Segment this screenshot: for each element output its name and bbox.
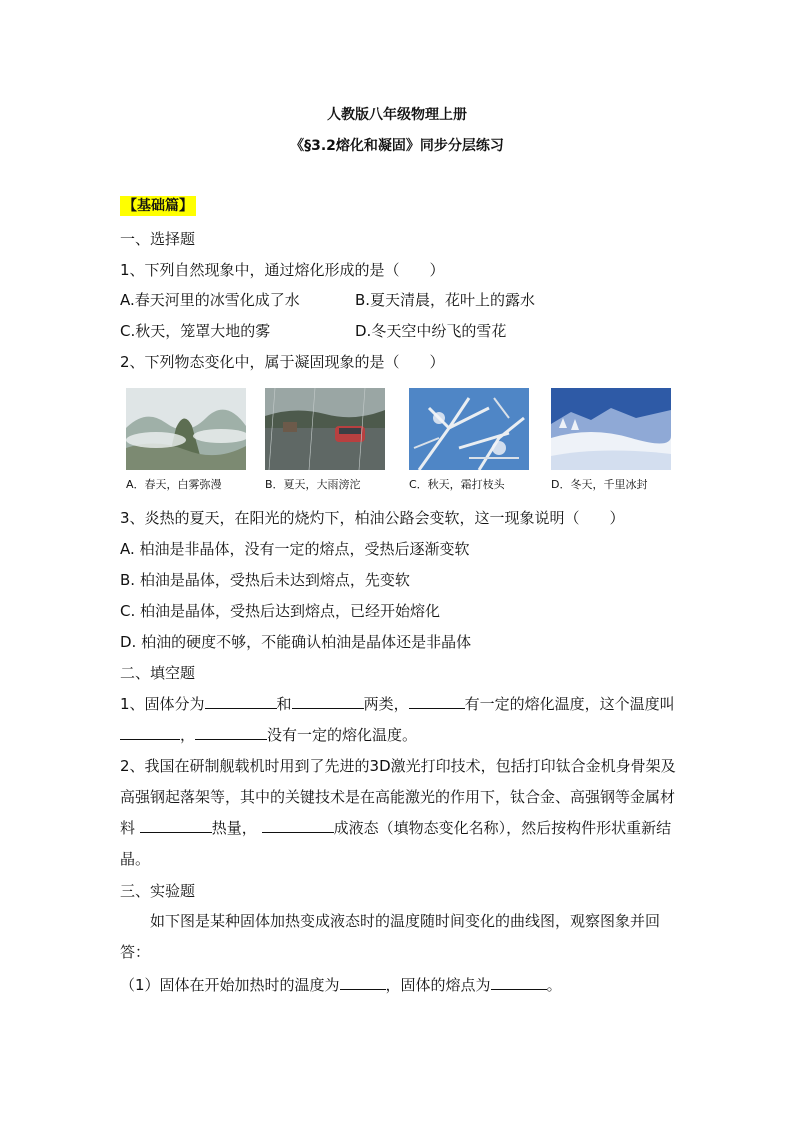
part1-heading: 一、选择题: [120, 230, 196, 248]
fill-q1-text-7: 没有一定的熔化温度。: [267, 726, 418, 744]
fill-q1-text-5: 度叫: [644, 695, 675, 713]
snow-landscape-image: [551, 388, 671, 470]
q1-stem: 1、下列自然现象中，通过熔化形成的是（ ）: [120, 261, 445, 279]
q3-option-c: C. 柏油是晶体，受热后达到熔点，已经开始熔化: [120, 602, 441, 620]
q2-caption-b: B．夏天，大雨滂沱: [265, 478, 361, 491]
part3-heading: 三、实验题: [120, 882, 196, 900]
frost-branch-image: [409, 388, 529, 470]
fill-q2-text-2: 热量，: [211, 819, 262, 837]
q2-caption-a: A．春天，白雾弥漫: [126, 478, 222, 491]
fill-q1-text-4: 有一定的熔化温度，这个温: [464, 695, 645, 713]
q3-stem: 3、炎热的夏天，在阳光的烧灼下，柏油公路会变软，这一现象说明（ ）: [120, 509, 625, 527]
page-title: 人教版八年级物理上册: [327, 107, 467, 123]
q3-option-b: B. 柏油是晶体，受热后未达到熔点，先变软: [120, 571, 410, 589]
q1-option-c: C.秋天，笼罩大地的雾: [120, 322, 271, 340]
q3-option-d: D. 柏油的硬度不够，不能确认柏油是晶体还是非晶体: [120, 633, 472, 651]
fill-q2-text-3: 成液态（填物态变化名称），然后按构件形状重新结晶。: [120, 819, 672, 868]
q1-option-d: D.冬天空中纷飞的雪花: [355, 322, 507, 340]
q3-option-a: A. 柏油是非晶体，没有一定的熔点，受热后逐渐变软: [120, 540, 470, 558]
rainy-street-image: [265, 388, 385, 470]
q2-caption-d: D．冬天，千里冰封: [551, 478, 648, 491]
exp-q1: [120, 975, 562, 995]
mist-mountain-image: [126, 388, 246, 470]
exp-q1-text-2: ，固体的熔点为: [385, 976, 491, 994]
answer-blank[interactable]: [409, 694, 465, 709]
answer-blank[interactable]: [340, 975, 386, 990]
answer-blank[interactable]: [140, 818, 212, 833]
part3-intro: 如下图是某种固体加热变成液态时的温度随时间变化的曲线图，观察图象并回答：: [120, 912, 661, 961]
q1-option-b: B.夏天清晨，花叶上的露水: [355, 291, 536, 309]
fill-q2-text-1: 2、我国在研制舰载机时用到了先进的3D激光打印技术，包括打印钛合金机身骨架及高强钢起落架等，其中的关键技术是在高能激光的作用下，钛合金、高强钢等金属材料: [120, 757, 676, 837]
fill-q1-text-2: 和: [276, 695, 292, 713]
section-tag: 【基础篇】: [120, 196, 196, 216]
answer-blank[interactable]: [195, 725, 267, 740]
fill-q1: [120, 689, 676, 751]
q1-option-a: A.春天河里的冰雪化成了水: [120, 291, 300, 309]
answer-blank[interactable]: [292, 694, 364, 709]
q2-stem: 2、下列物态变化中，属于凝固现象的是（ ）: [120, 353, 445, 371]
answer-blank[interactable]: [205, 694, 277, 709]
answer-blank[interactable]: [491, 975, 547, 990]
exp-q1-text-1: （1）固体在开始加热时的温度为: [120, 976, 340, 994]
page-subtitle: 《§3.2熔化和凝固》同步分层练习: [290, 138, 504, 154]
fill-q1-text-1: 1、固体分为: [120, 695, 205, 713]
q2-caption-c: C．秋天，霜打枝头: [409, 478, 505, 491]
fill-q1-text-3: 两类，: [363, 695, 409, 713]
answer-blank[interactable]: [120, 725, 180, 740]
fill-q1-text-6: ，: [180, 726, 196, 744]
fill-q2: [120, 751, 676, 875]
exp-q1-text-3: 。: [546, 976, 562, 994]
answer-blank[interactable]: [262, 818, 334, 833]
part2-heading: 二、填空题: [120, 664, 196, 682]
